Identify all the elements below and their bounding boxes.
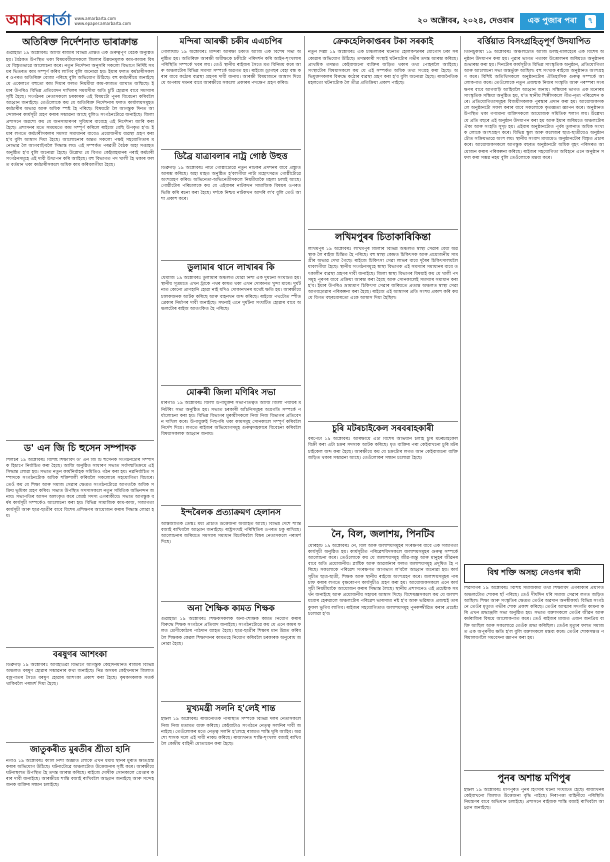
- column-divider: [460, 36, 461, 856]
- logo-main: আমাৰ: [6, 10, 44, 29]
- column-2: [161, 36, 301, 831]
- article-body: গুৱাহাটী ১৯ অক্টোবৰঃ আজি ৰাজ্যৰ বিভিন্ন প্ৰান্তত এক গুৰুত্বপূৰ্ণ বৈঠক অনুষ্ঠিত হয়। বৈঠকত উপস্থিত থকা বিষয়ববীয়াসকলে জিলাৰ উন্নয়নমূলক কাম-কাজৰ বিষয়ে বিস্তৃতভাৱে আলোচনা কৰে। নতুন নিৰ্দেশনা অনুসৰি সকলো বিভাগে নিৰ্দিষ্ট সময়ৰ ভিতৰত কাম সম্পূৰ্ণ কৰিব লাগিব বুলি জনোৱা হয়। ইয়াৰ ফলত কৰ্মচাৰীসকলৰ ওপৰত অতিৰিক্ত বোজা পৰিছে বুলি অভিযোগ উঠিছে। বহু কৰ্মচাৰীয়ে জনাইছে যে একেলগে বহুতো কাম দিয়াৰ ফলত নিয়মীয়া কাম-কাজত ব্যাঘাত জন্মিছে। ইয়াৰ উপৰিও বিভিন্ন প্ৰতিবেদন দাখিলৰ সময়সীমা অতি চুটি হোৱাৰ বাবে সমস্যাৰ সৃষ্টি হৈছে। সংগঠনৰ নেতাসকলে চৰকাৰক এই বিষয়টো পুনৰ বিবেচনা কৰিবলৈ আহ্বান জনাইছে। তেওঁলোকে কয় যে অতিৰিক্ত নিৰ্দেশনাৰ ফলত কাৰ্যালয়সমূহত কৰ্মচাৰীৰ অভাৱ আৰু অধিক স্পষ্ট হৈ পৰিছে। বিষয়টো লৈ আগন্তুক দিনত আন্দোলনৰ কাৰ্যসূচী গ্ৰহণ কৰাৰ সম্ভাৱনা আছে বুলিও সংগঠনটোৱে জনাইছে। জিলা প্ৰশাসনে অৱশ্যে কয় যে জনসাধাৰণৰ সুবিধাৰ বাবেহে এই নিৰ্দেশনা জাৰি কৰা হৈছে। প্ৰশাসনৰ মতে সময়মতে কাম সম্পূৰ্ণ কৰিলে ৰাইজে বেছি উপকৃত হ'ব। ইয়াৰ লগতে কৰ্মচাৰীসকলৰ সমস্যা সমাধানৰ বাবেও প্ৰয়োজনীয় ব্যৱস্থা গ্ৰহণ কৰা হ'ব বুলি আশ্বাস দিয়া হৈছে। আলোচনাৰ অন্তত সকলো পক্ষই সহযোগিতাৰ মনোভাৱ লৈ আগবাঢ়িবলৈ সিদ্ধান্ত লয়। এই সম্পৰ্কত পৰৱৰ্তী বৈঠক অহা সপ্তাহত অনুষ্ঠিত হ'ব বুলি জনোৱা হৈছে। উল্লেখ্য যে বিগত কেইমাহমানৰ পৰাই কৰ্মচাৰী সংগঠনসমূহে এই দাবী উত্থাপন কৰি আহিছে। বহু বিভাগত পদ খালী হৈ থকাৰ ফলত বৰ্তমান থকা কৰ্মচাৰীসকলে অধিক কাম কৰিবলগীয়া হৈছে।: [6, 51, 154, 169]
- headline: জাতুকৰীত মুৰতীৰ শ্ৰীতা হানি: [29, 745, 131, 756]
- article-body: যোৰহাট ১৯ অক্টোবৰঃ নৈ, বিল আৰু জলাশয়সমূহৰ সংৰক্ষণৰ বাবে এক সজাগতা কাৰ্যসূচী অনুষ্ঠিত হয়। কাৰ্যসূচীত পৰিৱেশবিদসকলে জলাশয়সমূহৰ গুৰুত্ব সম্পৰ্কে আলোচনা কৰে। তেওঁলোকে কয় যে জলাশয়সমূহ জীৱ-জন্তু আৰু মানুহৰ জীৱনৰ বাবে অতি প্ৰয়োজনীয়। প্লাষ্টিক আৰু আৱৰ্জনাৰ ফলত জলাশয়সমূহ প্ৰদূষিত হৈ পৰিছে। সকলোকে পৰিৱেশ সংৰক্ষণত আগভাগ ল'বলৈ আহ্বান জনোৱা হয়। কাৰ্যসূচীত ছাত্ৰ-ছাত্ৰী, শিক্ষক আৰু স্থানীয় ৰাইজে অংশগ্ৰহণ কৰে। জলাশয়সমূহৰ পাৰ চাফ কৰাৰ লগতে বৃক্ষৰোপণ কাৰ্যসূচীও গ্ৰহণ কৰা হয়। আয়োজকসকলে এনে কাৰ্যসূচী নিয়মীয়াকৈ আয়োজন কৰাৰ সিদ্ধান্ত লৈছে। স্থানীয় প্ৰশাসনেও এই প্ৰচেষ্টাক সমৰ্থন জনাইছে আৰু প্ৰয়োজনীয় সহায়ৰ আশ্বাস দিছে। বিশেষজ্ঞসকলে কয় যে জলাশয়বোৰ হেৰুৱালে অঞ্চলটোৰ পৰিৱেশ ভাৰসাম্য নষ্ট হ'ব আৰু ভৱিষ্যত প্ৰজন্মই তাৰ কুফল ভুগিব লাগিব। ৰাইজৰ সহযোগিতাত জলাশয়সমূহ পুনৰুজ্জীৱিত কৰাৰ প্ৰচেষ্টা চলোৱা হ'ব।: [308, 543, 458, 617]
- headline: ইন্দৰৈলক প্ৰত্যাক্ৰমণ হেলানস: [181, 508, 281, 519]
- epaper-url: www.epaper.amarbarta.com: [74, 21, 132, 26]
- section-label: এক পুজাৰ পৰা: [527, 15, 577, 25]
- headline: বৰ্ত্তিয়াত বিসংগ্ৰহিত্পূৰ্ণ উদযাপিত: [477, 37, 591, 47]
- article-body: তিনিচুকীয়া ১৯ অক্টোবৰঃ অঞ্চলটোত আজি উলহ-মালহেৰে এক বিশেষ অনুষ্ঠান উদযাপন কৰা হয়। পুৱাৰ ভাগত পতাকা উত্তোলনৰ জৰিয়তে অনুষ্ঠানৰ শুভাৰম্ভ কৰা হয়। দিনটোৰ কাৰ্যসূচীত বিভিন্ন সাংস্কৃতিক অনুষ্ঠান, প্ৰতিযোগিতা আৰু আলোচনা সভা অন্তৰ্ভুক্ত আছিল। বহু সংখ্যক ৰাইজে অনুষ্ঠানত অংশগ্ৰহণ কৰে। বিশিষ্ট অতিথিসকলে অনুষ্ঠানটোৰ ঐতিহাসিক গুৰুত্ব সম্পৰ্কে আলোকপাত কৰে। তেওঁলোকে নতুন প্ৰজন্মক নিজৰ সংস্কৃতি আৰু পৰম্পৰা সংৰক্ষণৰ বাবে আগবাঢ়ি আহিবলৈ আহ্বান জনায়। সন্ধিয়াৰ ভাগত এক মনোৰম সাংস্কৃতিক সন্ধিয়া অনুষ্ঠিত হয়, য'ত স্থানীয় শিল্পীসকলে গীত-নৃত্য পৰিৱেশন কৰে। প্ৰতিযোগিতাসমূহৰ বিজয়ীসকলক পুৰস্কাৰ প্ৰদান কৰা হয়। আয়োজকসকলে অনুষ্ঠানটো সফল কৰাৰ বাবে সকলোকে কৃতজ্ঞতা জ্ঞাপন কৰে। অনুষ্ঠানত উপস্থিত থকা গণ্যমান্য ব্যক্তিসকলে আয়োজক সমিতিক শলাগ লয়। উল্লেখ্য যে প্ৰতি বছৰে এই অনুষ্ঠান উদযাপন কৰা হয় আৰু ইয়াৰ জৰিয়তে অঞ্চলটোৰ ঐক্য আৰু সংহতি সুদৃঢ় হয়। এইবাৰ অনুষ্ঠানটোত পূৰ্বৰ তুলনাত অধিক সংখ্যক লোকে অংশগ্ৰহণ কৰে। বিভিন্ন স্কুল আৰু কলেজৰ ছাত্ৰ-ছাত্ৰীয়েও অনুষ্ঠানটোত সক্ৰিয়ভাৱে অংশ লয়। স্থানীয় সংবাদ মাধ্যমেও অনুষ্ঠানটোৰ বিস্তৃত প্ৰচাৰ কৰে। আয়োজকসকলে আগন্তুক বছৰত অনুষ্ঠানটো অধিক বৃহৎ পৰিসৰত আয়োজন কৰাৰ পৰিকল্পনা কৰিছে। ৰাইজৰ সহযোগিতা অবিহনে এনে অনুষ্ঠান সফল কৰা সম্ভৱ নহয় বুলি তেওঁলোকে মন্তব্য কৰে।: [464, 50, 604, 161]
- separator: [308, 229, 458, 230]
- column-3: [308, 36, 458, 833]
- headline: চুৰি মটৰচাইকেল সৰবৰাহকাৰী: [332, 423, 434, 434]
- article-body: শিলচৰ ১৯ অক্টোবৰঃ বিশিষ্ট শিক্ষাবিদ ড' এন জি চি হুসেনক সংগঠনটোৰ সম্পাদক হিচাপে নিৰ্বাচিত কৰা হৈছে। আজি অনুষ্ঠিত সাধাৰণ সভাত সৰ্বসন্মতিক্ৰমে এই সিদ্ধান্ত লোৱা হয়। সভাত নতুন কাৰ্যনিৰ্বাহক সমিতিও গঠন কৰা হয়। নৱনিৰ্বাচিত সম্পাদকে সংগঠনটোক অধিক শক্তিশালী কৰিবলৈ সকলোৰে সহযোগিতা বিচাৰে। তেওঁ কয় যে শিক্ষা আৰু সমাজ সেৱাৰ ক্ষেত্ৰত সংগঠনটোৱে আগতকৈ অধিক সক্ৰিয় ভূমিকা গ্ৰহণ কৰিব। সভাত উপস্থিত সদস্যসকলে নতুন সমিতিক অভিনন্দন জনায়। সভাপতিৰ আসন অলংকৃত কৰে জ্যেষ্ঠ সদস্য এগৰাকীয়ে। সভাত আগন্তুক বৰ্ষৰ কাৰ্যসূচী সম্পৰ্কেও আলোচনা কৰা হয়। বিভিন্ন সামাজিক কাম-কাজ, সজাগতা কাৰ্যসূচী আৰু ছাত্ৰ-ছাত্ৰীৰ বাবে বিশেষ প্ৰশিক্ষণৰ আয়োজন কৰাৰ সিদ্ধান্ত লোৱা হয়।: [6, 457, 154, 519]
- article-body: লখিমপুৰ ১৯ অক্টোবৰঃ লখিমপুৰ জিলাৰ বিভিন্ন অঞ্চলত স্বাস্থ্য সেৱাৰ বেয়া অৱস্থাক লৈ ৰাইজ চিন্তিত হৈ পৰিছে। বহু স্বাস্থ্য কেন্দ্ৰত চিকিৎসক আৰু প্ৰয়োজনীয় সামগ্ৰীৰ অভাৱ দেখা গৈছে। ৰাইজে চিকিৎসা সেৱা লাভৰ বাবে দূৰৈৰ চিকিৎসালয়লৈ যাবলগীয়া হৈছে। স্থানীয় সংগঠনসমূহে স্বাস্থ্য বিভাগক এই সমস্যাৰ সমাধানৰ বাবে তৎকালীন ব্যৱস্থা গ্ৰহণৰ দাবী জনাইছে। জিলা স্বাস্থ্য বিভাগৰ বিষয়াই কয় যে খালী পদসমূহ পূৰণৰ বাবে প্ৰক্ৰিয়া আৰম্ভ কৰা হৈছে আৰু সোনকালেই সমস্যাৰ সমাধান কৰা হ'ব। ইয়াৰ উপৰিও ভ্ৰাম্যমাণ চিকিৎসা সেৱাৰ জৰিয়তে প্ৰত্যন্ত অঞ্চলত স্বাস্থ্য সেৱা আগবঢ়োৱাৰ পৰিকল্পনা কৰা হৈছে। ৰাইজে এই আশ্বাসৰ প্ৰতি সংশয় প্ৰকাশ কৰি কয় যে বিগত বছৰবোৰতো একে আশ্বাস দিয়া হৈছিল।: [308, 246, 458, 302]
- headline: নৈ, বিল, জলাশয়, পিনটিব: [331, 529, 435, 541]
- separator: [6, 647, 154, 648]
- headline: লখিমপুৰৰ চিতাকাৰিকিন্তা: [335, 232, 431, 244]
- article-body: শিৱসাগৰ ১৯ অক্টোবৰঃ বিশিষ্ট সমাজকৰ্মী তথা শিক্ষাবিদ এগৰাকীৰ প্ৰয়াণত অঞ্চলটোত শোকৰ ছাঁ পৰিছে। তেওঁ দীৰ্ঘদিন ধৰি সমাজ সেৱাৰ লগত জড়িত আছিল। শিক্ষা আৰু সংস্কৃতিৰ ক্ষেত্ৰত তেওঁৰ অৱদান অনস্বীকাৰ্য। বিভিন্ন সংগঠনে তেওঁৰ মৃত্যুত গভীৰ শোক প্ৰকাশ কৰিছে। তেওঁৰ আত্মাৰ সদগতি কামনা কৰি এখন শ্ৰদ্ধাঞ্জলি সভা অনুষ্ঠিত হয়। সভাত বক্তাসকলে তেওঁৰ জীৱন আৰু কৰ্মৰাজিৰ বিষয়ে আলোকপাত কৰে। তেওঁ ৰাইজৰ মাজত এজন জনপ্ৰিয় ব্যক্তি আছিল আৰু সকলোৱে তেওঁক শ্ৰদ্ধা কৰিছিল। তেওঁৰ মৃত্যুৰ ফলত সমাজত এক অপূৰণীয় ক্ষতি হ'ল বুলি বক্তাসকলে মন্তব্য কৰে। তেওঁৰ শোকসন্তপ্ত পৰিয়ালবৰ্গলৈ সমবেদনা জ্ঞাপন কৰা হয়।: [464, 586, 604, 641]
- page-number: ৭: [585, 15, 596, 28]
- headline: বৰষুণৰ আশংকা: [52, 649, 108, 660]
- separator: [161, 260, 301, 261]
- article-body: বৰপেটা ১৯ অক্টোবৰঃ আৰক্ষীয়ে এটা বিশেষ অভিযান চলাই চুৰি মটৰচাইকেল বিক্ৰী কৰা এটা চক্ৰৰ সদস্যক আটক কৰিছে। ধৃত ব্যক্তিৰ পৰা কেইবাখনো চুৰি মটৰচাইকেল জব্দ কৰা হৈছে। আৰক্ষীয়ে কয় যে চক্ৰটোৰ লগত আন কেইবাজনো ব্যক্তি জড়িত থকাৰ সম্ভাৱনা আছে। তেওঁলোকৰ সন্ধান চলোৱা হৈছে।: [308, 437, 458, 461]
- separator: [464, 770, 604, 771]
- headline: ডিব্ৰৈ যাত্ৰাবলাৰ নাট্ৰ গোষ্ঠ উহুত্ত: [174, 152, 288, 163]
- section-tag: [520, 13, 604, 30]
- article-body: ইম্ফল ১৯ অক্টোবৰঃ ৰাজনৈতিক পৰিস্থিতি সম্পৰ্কে বিভিন্ন দলৰ নেতাসকলে নিজ নিজ মতামত ব্যক্ত কৰিছে। কেইবাটাও সংগঠনে নেতৃত্ব সলনিৰ দাবী জনাইছে। তেওঁলোকৰ মতে নেতৃত্ব সলনি হ'লেহে ৰাজ্যত শান্তি ঘূৰি আহিব। অৱশ্যে শাসক দলে এই দাবী নাকচ কৰিছে। ৰাজ্যখনত শান্তি-শৃংখলা বজাই ৰাখিবলৈ কেন্দ্ৰীয় বাহিনী মোতায়েন কৰা হৈছে।: [161, 717, 301, 748]
- separator: [161, 601, 301, 602]
- newspaper-logo: [6, 9, 70, 34]
- article-body: গুৱাহাটী ১৯ অক্টোবৰঃ শিক্ষকসকলক অনা-শৈক্ষিক কামত নিয়োগ কৰাৰ বিৰুদ্ধে শিক্ষক সংগঠনে প্ৰতিবাদ জনাইছে। সংগঠনটোৱে কয় যে এনে কামৰ ফলত শ্ৰেণীকোঠাৰ পাঠদান ব্যাহত হৈছে। ছাত্ৰ-ছাত্ৰীৰ শিক্ষাৰ মান উন্নত কৰিবলৈ শিক্ষকক কেৱল শিক্ষাদানৰ কামতহে নিয়োগ কৰিবলৈ চৰকাৰক অনুৰোধ জনোৱা হৈছে।: [161, 617, 301, 647]
- article-body: ডিব্ৰুগড় ১৯ অক্টোবৰঃ নাট্য গোষ্ঠীটোৱে নতুন নাটকৰ প্ৰদৰ্শনৰ বাবে প্ৰস্তুতি আৰম্ভ কৰিছে। অহা মাহত অনুষ্ঠিত হ'বলগীয়া নাট্য মহোৎসৱত গোষ্ঠীটোৱে অংশগ্ৰহণ কৰিব। অভিনেতা-অভিনেত্ৰীসকলে নিয়মীয়াকৈ মহলা চলাই আছে। গোষ্ঠীটোৰ পৰিচালকে কয় যে এইবাৰৰ নাটকখন সামাজিক বিষয়ৰ ওপৰত ভিত্তি কৰি ৰচনা কৰা হৈছে। দৰ্শকে নিশ্চয় নাটকখন আদৰি ল'ব বুলি তেওঁ আশা প্ৰকাশ কৰে।: [161, 165, 301, 202]
- issue-date: ২০ অক্টোবৰ, ২০২৪, দেওবাৰ: [417, 15, 514, 25]
- article-body: গোলাঘাট ১৯ অক্টোবৰঃ মন্দিৰা আৰক্ষী চকীত আজি এক বিশেষ সভা অনুষ্ঠিত হয়। অতিৰিক্ত আৰক্ষী অধীক্ষকে চকীটো পৰিদৰ্শন কৰি আইন-শৃংখলাৰ পৰিস্থিতি সম্পৰ্কে খবৰ লয়। তেওঁ স্থানীয় ৰাইজৰ সৈতে মত বিনিময় কৰে আৰু অঞ্চলটোৰ বিভিন্ন সমস্যা সম্পৰ্কে অৱগত হয়। ৰাইজে ড্ৰাগছৰ বেহা বন্ধ কৰাৰ বাবে কঠোৰ ব্যৱস্থা গ্ৰহণৰ দাবী জনায়। আৰক্ষী বিষয়াজনে আশ্বাস দিয়ে যে অপৰাধ দমনৰ বাবে আৰক্ষীয়ে সকলো প্ৰকাৰৰ পদক্ষেপ গ্ৰহণ কৰিব।: [161, 50, 301, 87]
- boxed-headline: বিশ্ব শক্তি অসহ্য নেওগৰ স্বামী: [464, 564, 604, 583]
- separator: [6, 742, 154, 743]
- article-body: আন্তৰ্জাতিক ডেস্কঃ মধ্য প্ৰাচ্যত উত্তেজনা অব্যাহত আছে। বিভিন্ন দেশে শান্তি বজাই ৰাখিবলৈ আহ্বান জনাইছে। ৰাষ্ট্ৰসংঘই পৰিস্থিতিৰ ওপৰত চকু ৰাখিছে। আলোচনাৰ জৰিয়তে সমস্যাৰ সমাধান বিচাৰিবলৈ বিশ্বৰ নেতাসকলে পৰামৰ্শ দিছে।: [161, 521, 301, 546]
- headline: মন্দিৰা আৰক্ষী চকীৰ এএচপিৰ: [179, 37, 283, 47]
- separator: [308, 421, 458, 422]
- separator: [6, 440, 154, 441]
- separator: [161, 149, 301, 150]
- article-body: নগাঁও ১৯ অক্টোবৰঃ কালি নিশা অজ্ঞাত লোকে এখন ধৰ্মীয় স্থানৰ মুৰতি ক্ষতিগ্ৰস্ত কৰাৰ অভিযোগ উঠিছে। ঘটনাটোৱে অঞ্চলটোত উত্তেজনাৰ সৃষ্টি কৰে। আৰক্ষীয়ে ঘটনাস্থলত উপস্থিত হৈ তদন্ত আৰম্ভ কৰিছে। ৰাইজে দোষীক সোনকালে গ্ৰেপ্তাৰ কৰাৰ দাবী জনাইছে। আৰক্ষীয়ে শান্তি বজাই ৰাখিবলৈ আহ্বান জনাইছে আৰু সন্দেহজনক ব্যক্তিৰ সন্ধান চলাইছে।: [6, 758, 154, 789]
- separator: [161, 505, 301, 506]
- article-body: মৰিগাঁও ১৯ অক্টোবৰঃ জিলা উপায়ুক্তৰ সভাপতিত্বত আজি জিলা পৰ্যায়ৰ মনিটৰিং সভা অনুষ্ঠিত হয়। সভাত চৰকাৰী আঁচনিসমূহৰ অগ্ৰগতি সম্পৰ্কে পৰ্যালোচনা কৰা হয়। বিভিন্ন বিভাগৰ মুৰব্বীসকলে নিজ নিজ বিভাগৰ প্ৰতিবেদন দাখিল কৰে। উপায়ুক্তই পিছপৰি থকা কামসমূহ সোনকালে সম্পূৰ্ণ কৰিবলৈ নিৰ্দেশ দিয়ে। লগতে ৰাইজৰ অভিযোগসমূহ গুৰুত্বসহকাৰে বিবেচনা কৰিবলৈ বিষয়াসকলক আহ্বান জনায়।: [161, 401, 301, 438]
- header-rule: [6, 31, 604, 33]
- column-4: [464, 36, 604, 852]
- website-lines: [74, 16, 131, 26]
- headline: ডুলামাৰ থানে লাখাৰৰ কি: [187, 262, 275, 273]
- website-url: www.amarbarta.com: [74, 16, 117, 21]
- headline: পুনৰ অশান্ত মণিপুৰ: [497, 773, 571, 785]
- headline: ড' এন জি চি হুসেন সম্পাদক: [24, 443, 136, 455]
- article-body: ডিব্ৰুগড় ১৯ অক্টোবৰঃ আবহাওৱা বিভাগে আগন্তুক কেইদিনমানত ৰাজ্যৰ বিভিন্ন অঞ্চলত বৰষুণ হোৱাৰ সম্ভাৱনাৰ কথা জনাইছে। নিম্ন অসমৰ কেইখনমান জিলাত বজ্ৰপাতৰ সৈতে বৰষুণ হোৱাৰ আশংকা প্ৰকাশ কৰা হৈছে। কৃষকসকলক সতৰ্ক থাকিবলৈ পৰামৰ্শ দিয়া হৈছে।: [6, 663, 154, 687]
- headline: অতিৰিক্ত নিৰ্দেশনাত ভাৰাক্ৰান্ত: [22, 37, 138, 48]
- column-1: [6, 36, 154, 833]
- headline: অনা শৈক্ষিক কামত শিক্ষক: [187, 603, 275, 614]
- separator: [161, 385, 301, 386]
- article-body: ধেমাজি ১৯ অক্টোবৰঃ ডুলামাৰ অঞ্চলত যোৱা নিশা এক দুৰ্ঘটনা সংঘটিত হয়। স্থানীয় সূত্ৰমতে এখন ট্ৰাকে পথৰ কাষত থকা এখন দোকানত খুন্দা মাৰে। দুৰ্ঘটনাত কোনো প্ৰাণহানি হোৱা নাই যদিও দোকানখনৰ যথেষ্ট ক্ষতি হয়। আৰক্ষীয়ে চালকজনক আটক কৰিছে আৰু বাহনখন জব্দ কৰিছে। ৰাইজে পথটোত স্পীড ব্ৰেকাৰ নিৰ্মাণৰ দাবী জনাইছে। সঘনাই এনে দুৰ্ঘটনা সংঘটিত হোৱাৰ বাবে অঞ্চলটোৰ ৰাইজ আতংকিত হৈ পৰিছে।: [161, 276, 301, 313]
- headline: মুখ্যমন্ত্ৰী সলনি হ'লেই শান্ত: [186, 704, 276, 715]
- separator: [161, 701, 301, 702]
- separator: [308, 526, 458, 527]
- article-body: ইম্ফল ১৯ অক্টোবৰঃ মণিপুৰত পুনৰ হিংসাৰ ঘটনা সংঘটিত হৈছে। ৰাজ্যখনৰ কেইবাখনো জিলাত উত্তেজনা বৃদ্ধি পাইছে। নিৰাপত্তা বাহিনীয়ে পৰিস্থিতি নিয়ন্ত্ৰণৰ বাবে অভিযান চলাইছে। প্ৰশাসনে ৰাইজক শান্তি বজাই ৰাখিবলৈ আহ্বান জনাইছে।: [464, 787, 604, 812]
- logo-accent: বাৰ্তা: [43, 10, 71, 29]
- column-divider: [157, 36, 158, 856]
- article-body: নতুন দিল্লী ১৯ অক্টোবৰঃ এক চাঞ্চল্যকৰ ঘটনাত হেলিকপ্টাৰৰ যোগেদি টকা সৰকোৱাৰ অভিযোগ উঠিছে। তদন্তকাৰী সংস্থাই ঘটনাটোৰ গভীৰ তদন্ত আৰম্ভ কৰিছে। প্ৰাথমিক তদন্তত কেইবাজনো ব্যক্তিৰ জড়িত থকাৰ তথ্য পোহৰলৈ আহিছে। সংস্থাটোৰ বিষয়াসকলে কয় যে এই সম্পৰ্কত অধিক তথ্য সংগ্ৰহ কৰা হৈছে। অভিযুক্তসকলৰ বিৰুদ্ধে কঠোৰ ব্যৱস্থা গ্ৰহণ কৰা হ'ব বুলি জনোৱা হৈছে। ৰাজনৈতিক মহলতো ঘটনাটোক লৈ তীব্ৰ প্ৰতিক্ৰিয়া প্ৰকাশ পাইছে।: [308, 50, 458, 87]
- masthead: [6, 12, 604, 30]
- headline: ক্ৰেকহেলিকাপ্তৰৰ টকা সৰকাই: [332, 37, 434, 47]
- column-divider: [304, 36, 305, 856]
- headline: মোৰুৰী জিলা মণিৰিং সভা: [186, 388, 276, 399]
